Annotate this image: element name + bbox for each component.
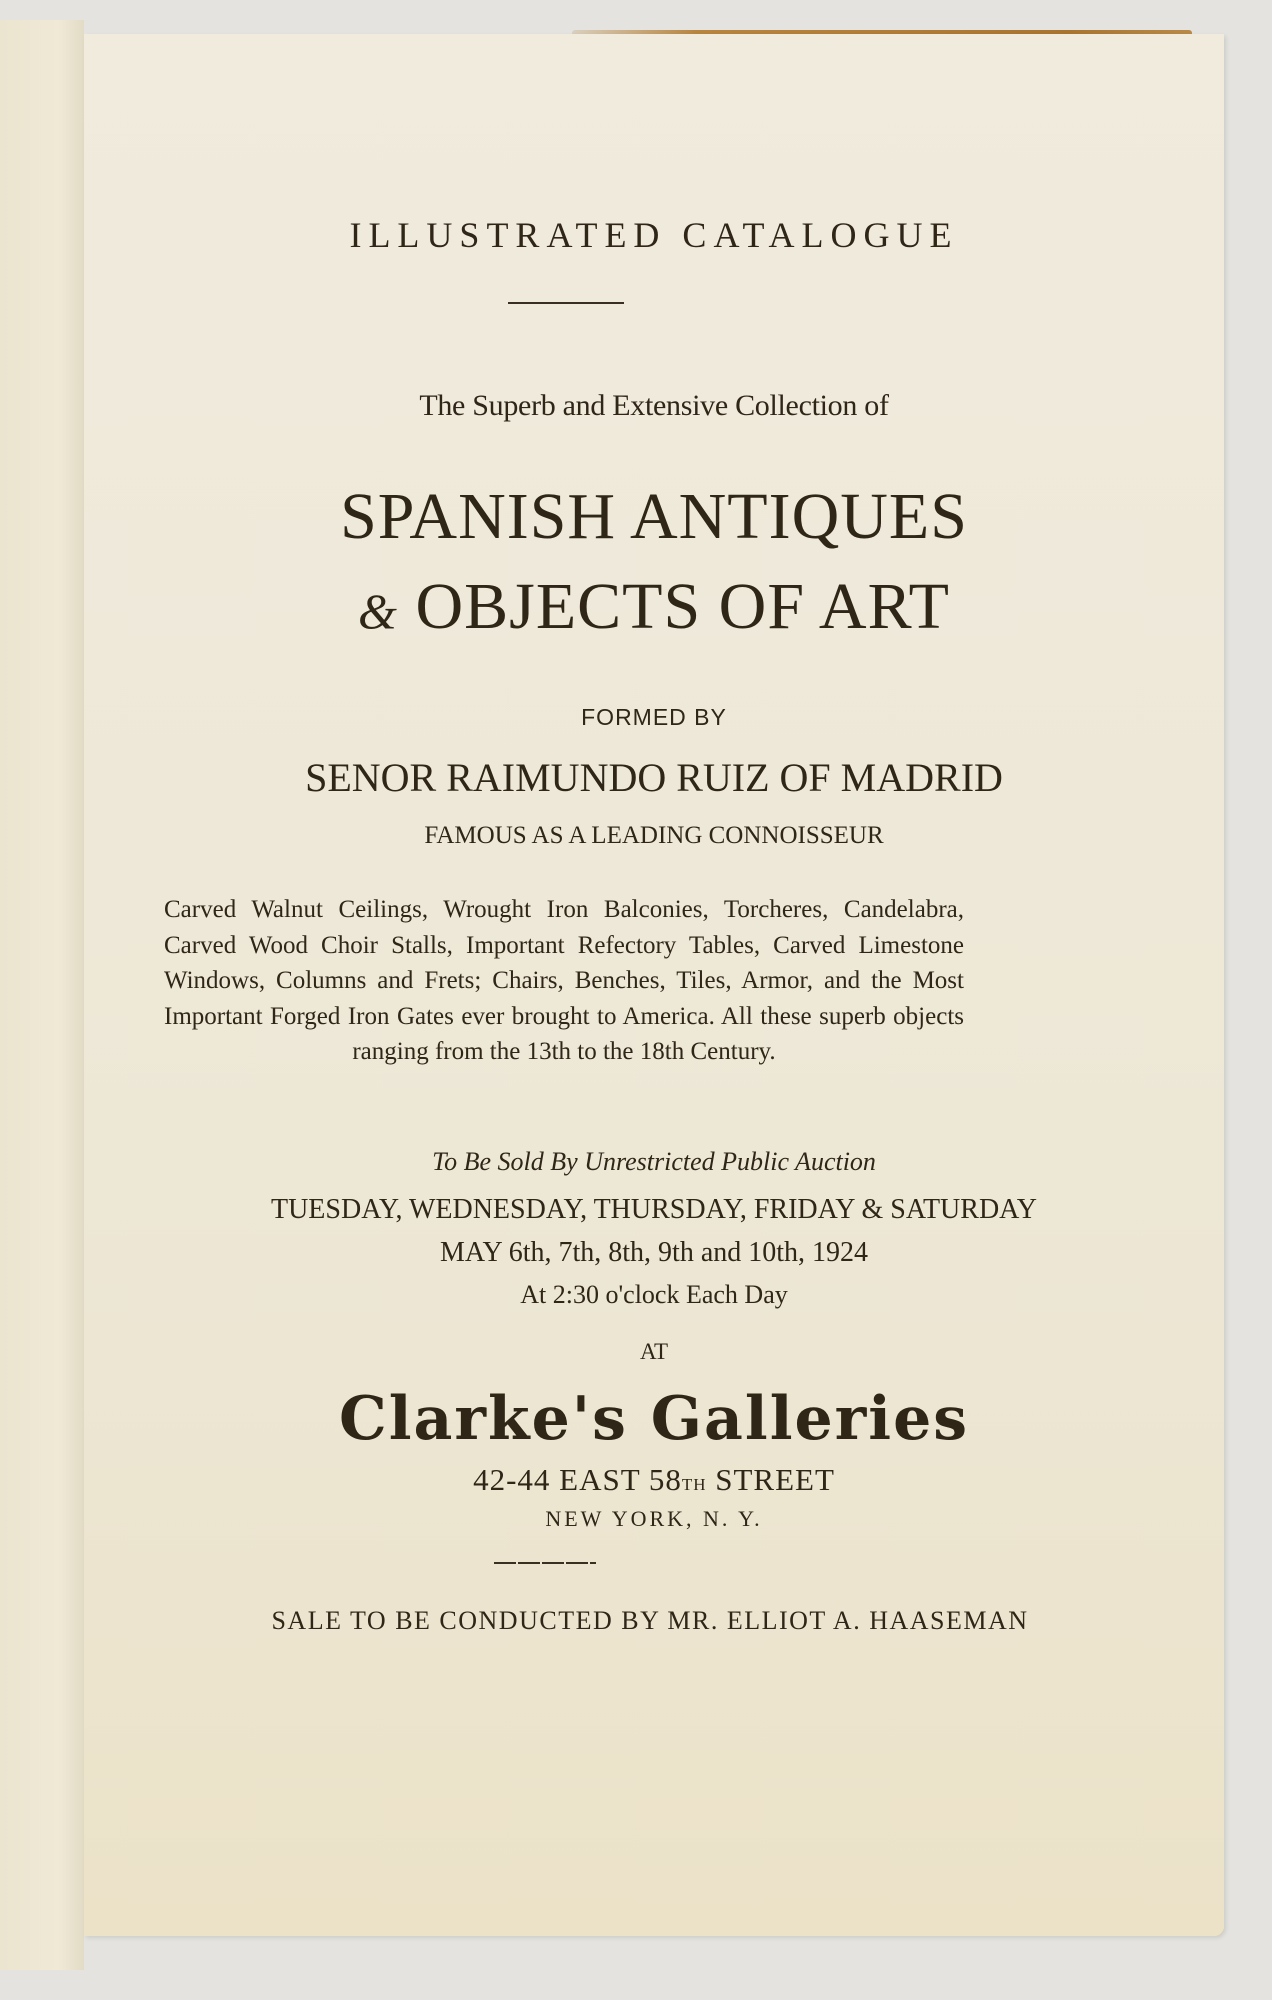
divider-rule-dashed xyxy=(494,1562,596,1564)
address-street: STREET xyxy=(715,1462,835,1497)
collection-intro: The Superb and Extensive Collection of xyxy=(419,389,889,422)
left-page-edge xyxy=(0,20,84,1970)
formed-by-label: FORMED BY xyxy=(581,704,727,730)
sale-method: To Be Sold By Unrestricted Public Auction xyxy=(432,1147,876,1176)
main-title-line-1: SPANISH ANTIQUES xyxy=(340,480,968,553)
sale-time: At 2:30 o'clock Each Day xyxy=(520,1280,788,1309)
catalogue-title-page xyxy=(84,34,1224,1936)
address-prefix: 42-44 EAST 58 xyxy=(473,1462,682,1497)
venue-address xyxy=(84,1462,1224,1498)
sale-dates: MAY 6th, 7th, 8th, 9th and 10th, 1924 xyxy=(439,1237,869,1268)
catalogue-heading: ILLUSTRATED CATALOGUE xyxy=(349,215,959,255)
collection-description: Carved Walnut Ceilings, Wrought Iron Balconies, Torcheres, Candelabra, Carved Wood Choir Stalls, Important Refectory Tables, Carved Limestone Windows, Columns and Frets; Chairs, Benches, Tiles, Armor, and the Most Important Forged Iron Gates ever brought to America. All these superb objects ranging from the 13th to the 18th Century. xyxy=(164,896,964,1065)
collector-note: FAMOUS AS A LEADING CONNOISSEUR xyxy=(424,822,884,849)
venue-city: NEW YORK, N. Y. xyxy=(545,1506,763,1531)
divider-rule xyxy=(508,302,624,304)
at-label: AT xyxy=(639,1339,669,1364)
main-title-line-2 xyxy=(84,569,1224,645)
main-title-line-2-text: OBJECTS OF ART xyxy=(415,570,950,643)
auctioneer-line: SALE TO BE CONDUCTED BY MR. ELLIOT A. HAASEMAN xyxy=(271,1606,1029,1635)
venue-name: Clarke's Galleries xyxy=(338,1384,970,1454)
ampersand: & xyxy=(358,583,398,639)
sale-days: TUESDAY, WEDNESDAY, THURSDAY, FRIDAY & SATURDAY xyxy=(270,1194,1038,1225)
address-suffix: TH xyxy=(681,1475,707,1494)
collector-name: SENOR RAIMUNDO RUIZ OF MADRID xyxy=(305,755,1003,800)
